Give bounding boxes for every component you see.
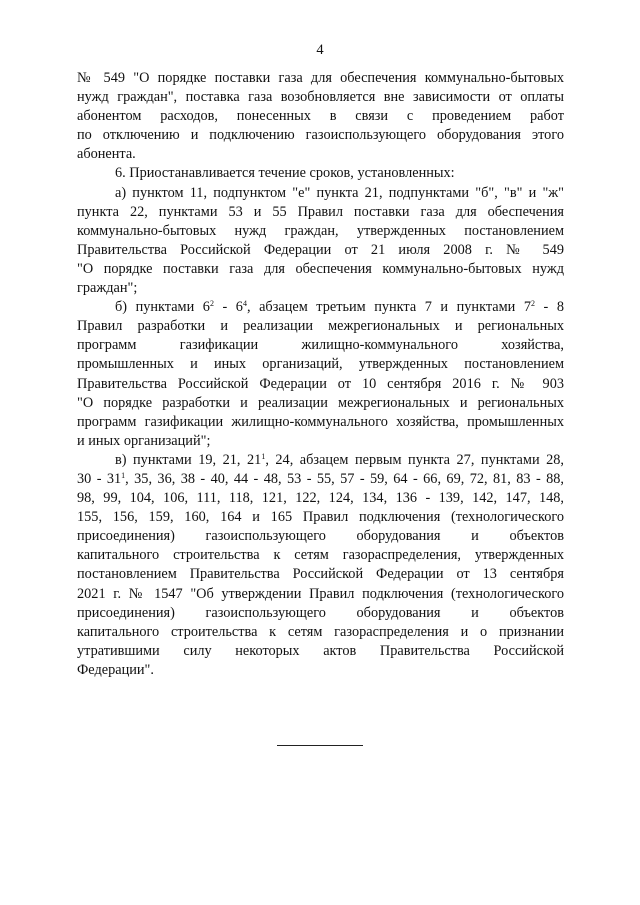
- text-run: , 24, абзацем первым пункта 27, пунктами 28,: [265, 451, 564, 468]
- text-run: и иных организаций";: [77, 432, 211, 449]
- superscript: 4: [242, 299, 247, 309]
- text-line: [77, 317, 564, 336]
- text-line: [77, 375, 564, 394]
- text-run: 30 - 31: [77, 470, 122, 487]
- text-run: абонента.: [77, 146, 136, 163]
- text-run: Правительства Российской Федерации от 21 июля 2008 г. № 549: [77, 241, 564, 258]
- text-line: [77, 203, 564, 222]
- text-run: 2021 г. № 1547 "Об утверждении Правил подключения (технологического: [77, 585, 564, 602]
- text-run: присоединения) газоиспользующего оборудования и объектов: [77, 604, 564, 621]
- superscript: 1: [261, 451, 266, 461]
- text-line: [77, 88, 564, 107]
- text-run: нужд граждан", поставка газа возобновляется вне зависимости от оплаты: [77, 89, 564, 106]
- text-run: программ газификации жилищно-коммунального хозяйства, промышленных: [77, 413, 564, 430]
- text-line: [77, 126, 564, 145]
- text-line: [77, 241, 564, 260]
- text-line: [77, 279, 564, 298]
- text-line: [77, 222, 564, 241]
- text-line: [77, 508, 564, 527]
- text-run: б) пунктами 6: [115, 299, 210, 316]
- text-line: [77, 432, 564, 451]
- text-run: , абзацем третьим пункта 7 и пунктами 7: [246, 299, 531, 316]
- text-run: № 549 "О порядке поставки газа для обеспечения коммунально-бытовых: [77, 70, 564, 86]
- text-line: [77, 184, 564, 203]
- text-run: по отключению и подключению газоиспользующего оборудования этого: [77, 127, 564, 144]
- text-run: Федерации".: [77, 661, 154, 678]
- text-run: "О порядке разработки и реализации межрегиональных и региональных: [77, 394, 564, 411]
- text-line: [77, 565, 564, 584]
- page-number: 4: [316, 42, 324, 58]
- text-run: капитального строительства к сетям газораспределения, утвержденных: [77, 547, 564, 564]
- document-body: [77, 69, 564, 680]
- text-line: [77, 661, 564, 680]
- text-run: утратившими силу некоторых актов Правительства Российской: [77, 642, 564, 659]
- text-line: [77, 642, 564, 661]
- text-line: [77, 585, 564, 604]
- superscript: 2: [531, 299, 535, 309]
- text-line: [77, 623, 564, 642]
- text-run: 155, 156, 159, 160, 164 и 165 Правил подключения (технологического: [77, 509, 564, 526]
- text-line: [77, 394, 564, 413]
- text-line: [77, 546, 564, 565]
- text-run: программ газификации жилищно-коммунального хозяйства,: [77, 337, 564, 354]
- text-run: постановлением Правительства Российской Федерации от 13 сентября: [77, 566, 564, 583]
- text-line: [77, 355, 564, 374]
- text-line: [77, 260, 564, 279]
- text-run: Правительства Российской Федерации от 10 сентября 2016 г. № 903: [77, 375, 564, 392]
- text-run: присоединения) газоиспользующего оборудования и объектов: [77, 528, 564, 545]
- text-run: пункта 22, пунктами 53 и 55 Правил поставки газа для обеспечения: [77, 203, 564, 220]
- text-line: [77, 164, 564, 183]
- text-run: - 6: [213, 299, 243, 316]
- text-run: Правил разработки и реализации межрегиональных и региональных: [77, 318, 564, 335]
- text-run: а) пунктом 11, подпунктом "е" пункта 21, подпунктами "б", "в" и "ж": [115, 184, 564, 201]
- text-run: "О порядке поставки газа для обеспечения коммунально-бытовых нужд: [77, 260, 564, 277]
- text-run: в) пунктами 19, 21, 21: [115, 451, 262, 468]
- text-line: [77, 336, 564, 355]
- text-line: [77, 107, 564, 126]
- text-run: абонентом расходов, понесенных в связи с проведением работ: [77, 108, 564, 125]
- text-run: промышленных и иных организаций, утвержденных постановлением: [77, 356, 564, 373]
- text-line: [77, 470, 564, 489]
- text-line: [77, 145, 564, 164]
- text-line: [77, 527, 564, 546]
- text-run: 6. Приостанавливается течение сроков, установленных:: [115, 165, 455, 182]
- text-line: [77, 413, 564, 432]
- text-line: [77, 604, 564, 623]
- text-run: , 35, 36, 38 - 40, 44 - 48, 53 - 55, 57 - 59, 64 - 66, 69, 72, 81, 83 - 88,: [125, 470, 564, 487]
- text-line: [77, 298, 564, 317]
- text-line: [77, 489, 564, 508]
- text-run: граждан";: [77, 280, 138, 297]
- closing-rule: [277, 745, 363, 746]
- text-run: коммунально-бытовых нужд граждан, утвержденных постановлением: [77, 222, 564, 239]
- text-run: - 8: [535, 299, 565, 316]
- superscript: 2: [209, 299, 214, 309]
- text-line: [77, 451, 564, 470]
- text-run: 98, 99, 104, 106, 111, 118, 121, 122, 124, 134, 136 - 139, 142, 147, 148,: [77, 490, 564, 507]
- text-run: капитального строительства к сетям газораспределения и о признании: [77, 623, 564, 640]
- text-line: [77, 69, 564, 88]
- superscript: 1: [121, 470, 126, 480]
